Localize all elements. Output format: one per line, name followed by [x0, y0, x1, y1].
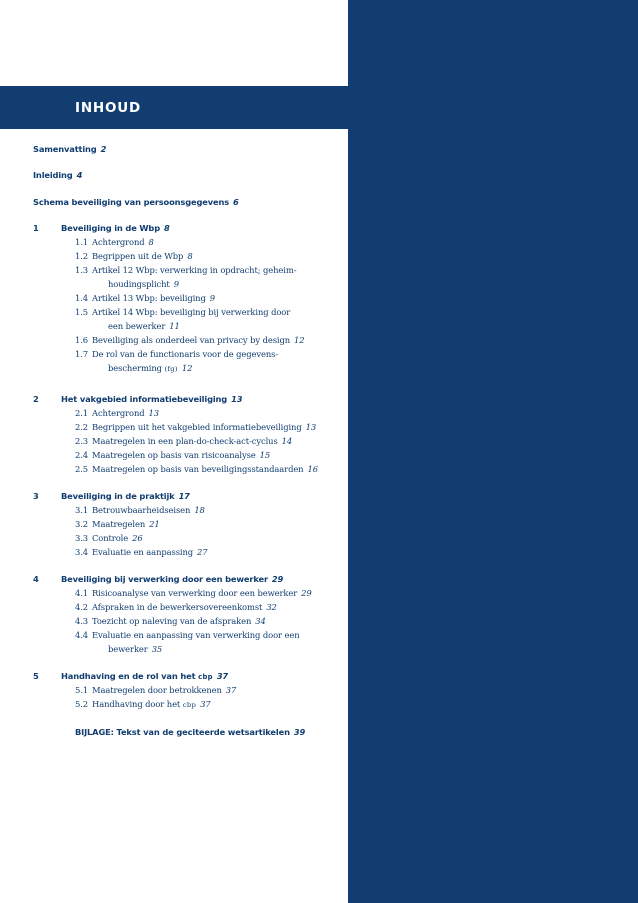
toc-entry-text: Risicoanalyse van verwerking door een bewerker: [92, 588, 298, 598]
toc-chapter-number: 5: [33, 671, 39, 681]
toc-entry-text: Samenvatting: [33, 144, 97, 154]
toc-page-number: 27: [197, 547, 208, 557]
toc-entry-text: Achtergrond: [92, 408, 145, 418]
toc-page-number: 11: [169, 321, 180, 331]
toc-entry-text: Artikel 13 Wbp: beveiliging: [92, 293, 206, 303]
toc-page-number: 26: [132, 533, 143, 543]
toc-section-number: 1.4: [75, 293, 89, 303]
toc-entry-text: Artikel 14 Wbp: beveiliging bij verwerking door: [92, 307, 291, 317]
toc-entry-text: BIJLAGE: Tekst van de geciteerde wetsartikelen: [75, 727, 290, 737]
toc-page-number: 16: [307, 464, 318, 474]
toc-entry-text: Beveiliging bij verwerking door een bewerker: [61, 574, 268, 584]
toc-page-number: 37: [225, 685, 237, 695]
toc-section-number: 3.4: [75, 547, 89, 557]
toc-section-number: 2.3: [75, 436, 89, 446]
toc-section-number: 1.7: [75, 349, 89, 359]
toc-entry-text: Maatregelen op basis van risicoanalyse: [92, 450, 256, 460]
toc-entry-text: Beveiliging in de praktijk: [61, 491, 175, 501]
toc-entry-text: Toezicht op naleving van de afspraken: [92, 616, 252, 626]
toc-entry-text: Evaluatie en aanpassing: [92, 547, 194, 557]
toc-entry-text: Begrippen uit het vakgebied informatiebeveiliging: [92, 422, 302, 432]
toc-section-number: 3.1: [75, 505, 89, 515]
toc-page-number: 13: [305, 422, 317, 432]
toc-abbreviation: cbp: [198, 673, 213, 681]
toc-entry-text: Achtergrond: [92, 237, 145, 247]
toc-chapter-number: 2: [33, 394, 39, 404]
toc-page-number: 39: [293, 727, 306, 737]
toc-entry-text: Schema beveiliging van persoonsgegevens: [33, 197, 230, 207]
toc-page-number: 15: [259, 450, 271, 460]
toc-section-number: 3.3: [75, 533, 89, 543]
toc-entry-text: Handhaving en de rol van het: [61, 671, 196, 681]
toc-abbreviation: cbp: [182, 701, 197, 709]
toc-page-number: 29: [271, 574, 284, 584]
toc-entry-text-continued: houdingsplicht: [108, 279, 170, 289]
toc-entry-text: Maatregelen op basis van beveiligingsstandaarden: [92, 464, 304, 474]
toc-entry-text-continued: bewerker: [108, 644, 148, 654]
toc-page-number: 29: [301, 588, 312, 598]
toc-entry-text: Maatregelen in een plan-do-check-act-cyclus: [92, 436, 278, 446]
toc-chapter-number: 3: [33, 491, 39, 501]
toc-chapter-number: 4: [33, 574, 39, 584]
toc-page-number: 35: [151, 644, 163, 654]
toc-page-number: 6: [233, 197, 239, 207]
toc-page-number: 8: [187, 251, 193, 261]
toc-section-number: 4.1: [75, 588, 89, 598]
toc-page-number: 21: [149, 519, 160, 529]
toc-entry-text: Beveiliging als onderdeel van privacy by design: [92, 335, 291, 345]
toc-section-number: 5.1: [75, 685, 89, 695]
toc-page-number: 13: [231, 394, 243, 404]
toc-section-number: 1.5: [75, 307, 89, 317]
toc-section-number: 5.2: [75, 699, 89, 709]
toc-entry-text: Betrouwbaarheidseisen: [92, 505, 191, 515]
toc-section-number: 1.6: [75, 335, 89, 345]
toc-page-number: 34: [255, 616, 266, 626]
toc-section-number: 3.2: [75, 519, 89, 529]
toc-entry-text: Controle: [92, 533, 129, 543]
toc-entry-text: Begrippen uit de Wbp: [92, 251, 184, 261]
toc-section-number: 1.2: [75, 251, 89, 261]
toc-page-number: 8: [148, 237, 154, 247]
toc-entry-text: Handhaving door het: [92, 699, 181, 709]
toc-entry-text: Maatregelen: [92, 519, 146, 529]
toc-section-number: 2.4: [75, 450, 89, 460]
side-panel: [348, 0, 638, 903]
toc-entry-text: Artikel 12 Wbp: verwerking in opdracht; geheim-: [92, 265, 297, 275]
toc-abbreviation: (fg): [164, 365, 178, 373]
toc-page-number: 2: [100, 144, 107, 154]
toc-page-number: 8: [164, 223, 170, 233]
toc-entry-text: Het vakgebied informatiebeveiliging: [61, 394, 228, 404]
page-title: INHOUD: [75, 100, 142, 116]
toc-section-number: 1.1: [75, 237, 89, 247]
toc-entry-text: Maatregelen door betrokkenen: [92, 685, 222, 695]
toc-entry-text: De rol van de functionaris voor de gegevens-: [92, 349, 279, 359]
toc-page-number: 13: [148, 408, 159, 418]
toc-page-number: 37: [216, 671, 229, 681]
toc-page-number: 14: [281, 436, 293, 446]
toc-entry-text: Inleiding: [33, 170, 73, 180]
toc-page-number: 12: [181, 363, 193, 373]
toc-section-number: 4.4: [75, 630, 89, 640]
toc-page-number: 37: [200, 699, 211, 709]
toc-page-number: 17: [178, 491, 190, 501]
toc-page-number: 9: [173, 279, 179, 289]
toc-chapter-number: 1: [33, 223, 39, 233]
toc-entry-text-continued: bescherming: [108, 363, 162, 373]
toc-page-number: 32: [266, 602, 277, 612]
toc-section-number: 4.2: [75, 602, 89, 612]
toc-page-number: 12: [294, 335, 305, 345]
toc-entry-text: Afspraken in de bewerkersovereenkomst: [92, 602, 263, 612]
toc-section-number: 2.2: [75, 422, 89, 432]
toc-section-number: 2.5: [75, 464, 89, 474]
toc-section-number: 1.3: [75, 265, 89, 275]
toc-page-number: 18: [194, 505, 205, 515]
toc-entry-text: Beveiliging in de Wbp: [61, 223, 161, 233]
toc-page-number: 4: [76, 170, 83, 180]
toc-page-number: 9: [209, 293, 215, 303]
toc-section-number: 2.1: [75, 408, 89, 418]
toc-entry-text: Evaluatie en aanpassing van verwerking door een: [92, 630, 300, 640]
toc-section-number: 4.3: [75, 616, 89, 626]
toc-entry-text-continued: een bewerker: [108, 321, 166, 331]
